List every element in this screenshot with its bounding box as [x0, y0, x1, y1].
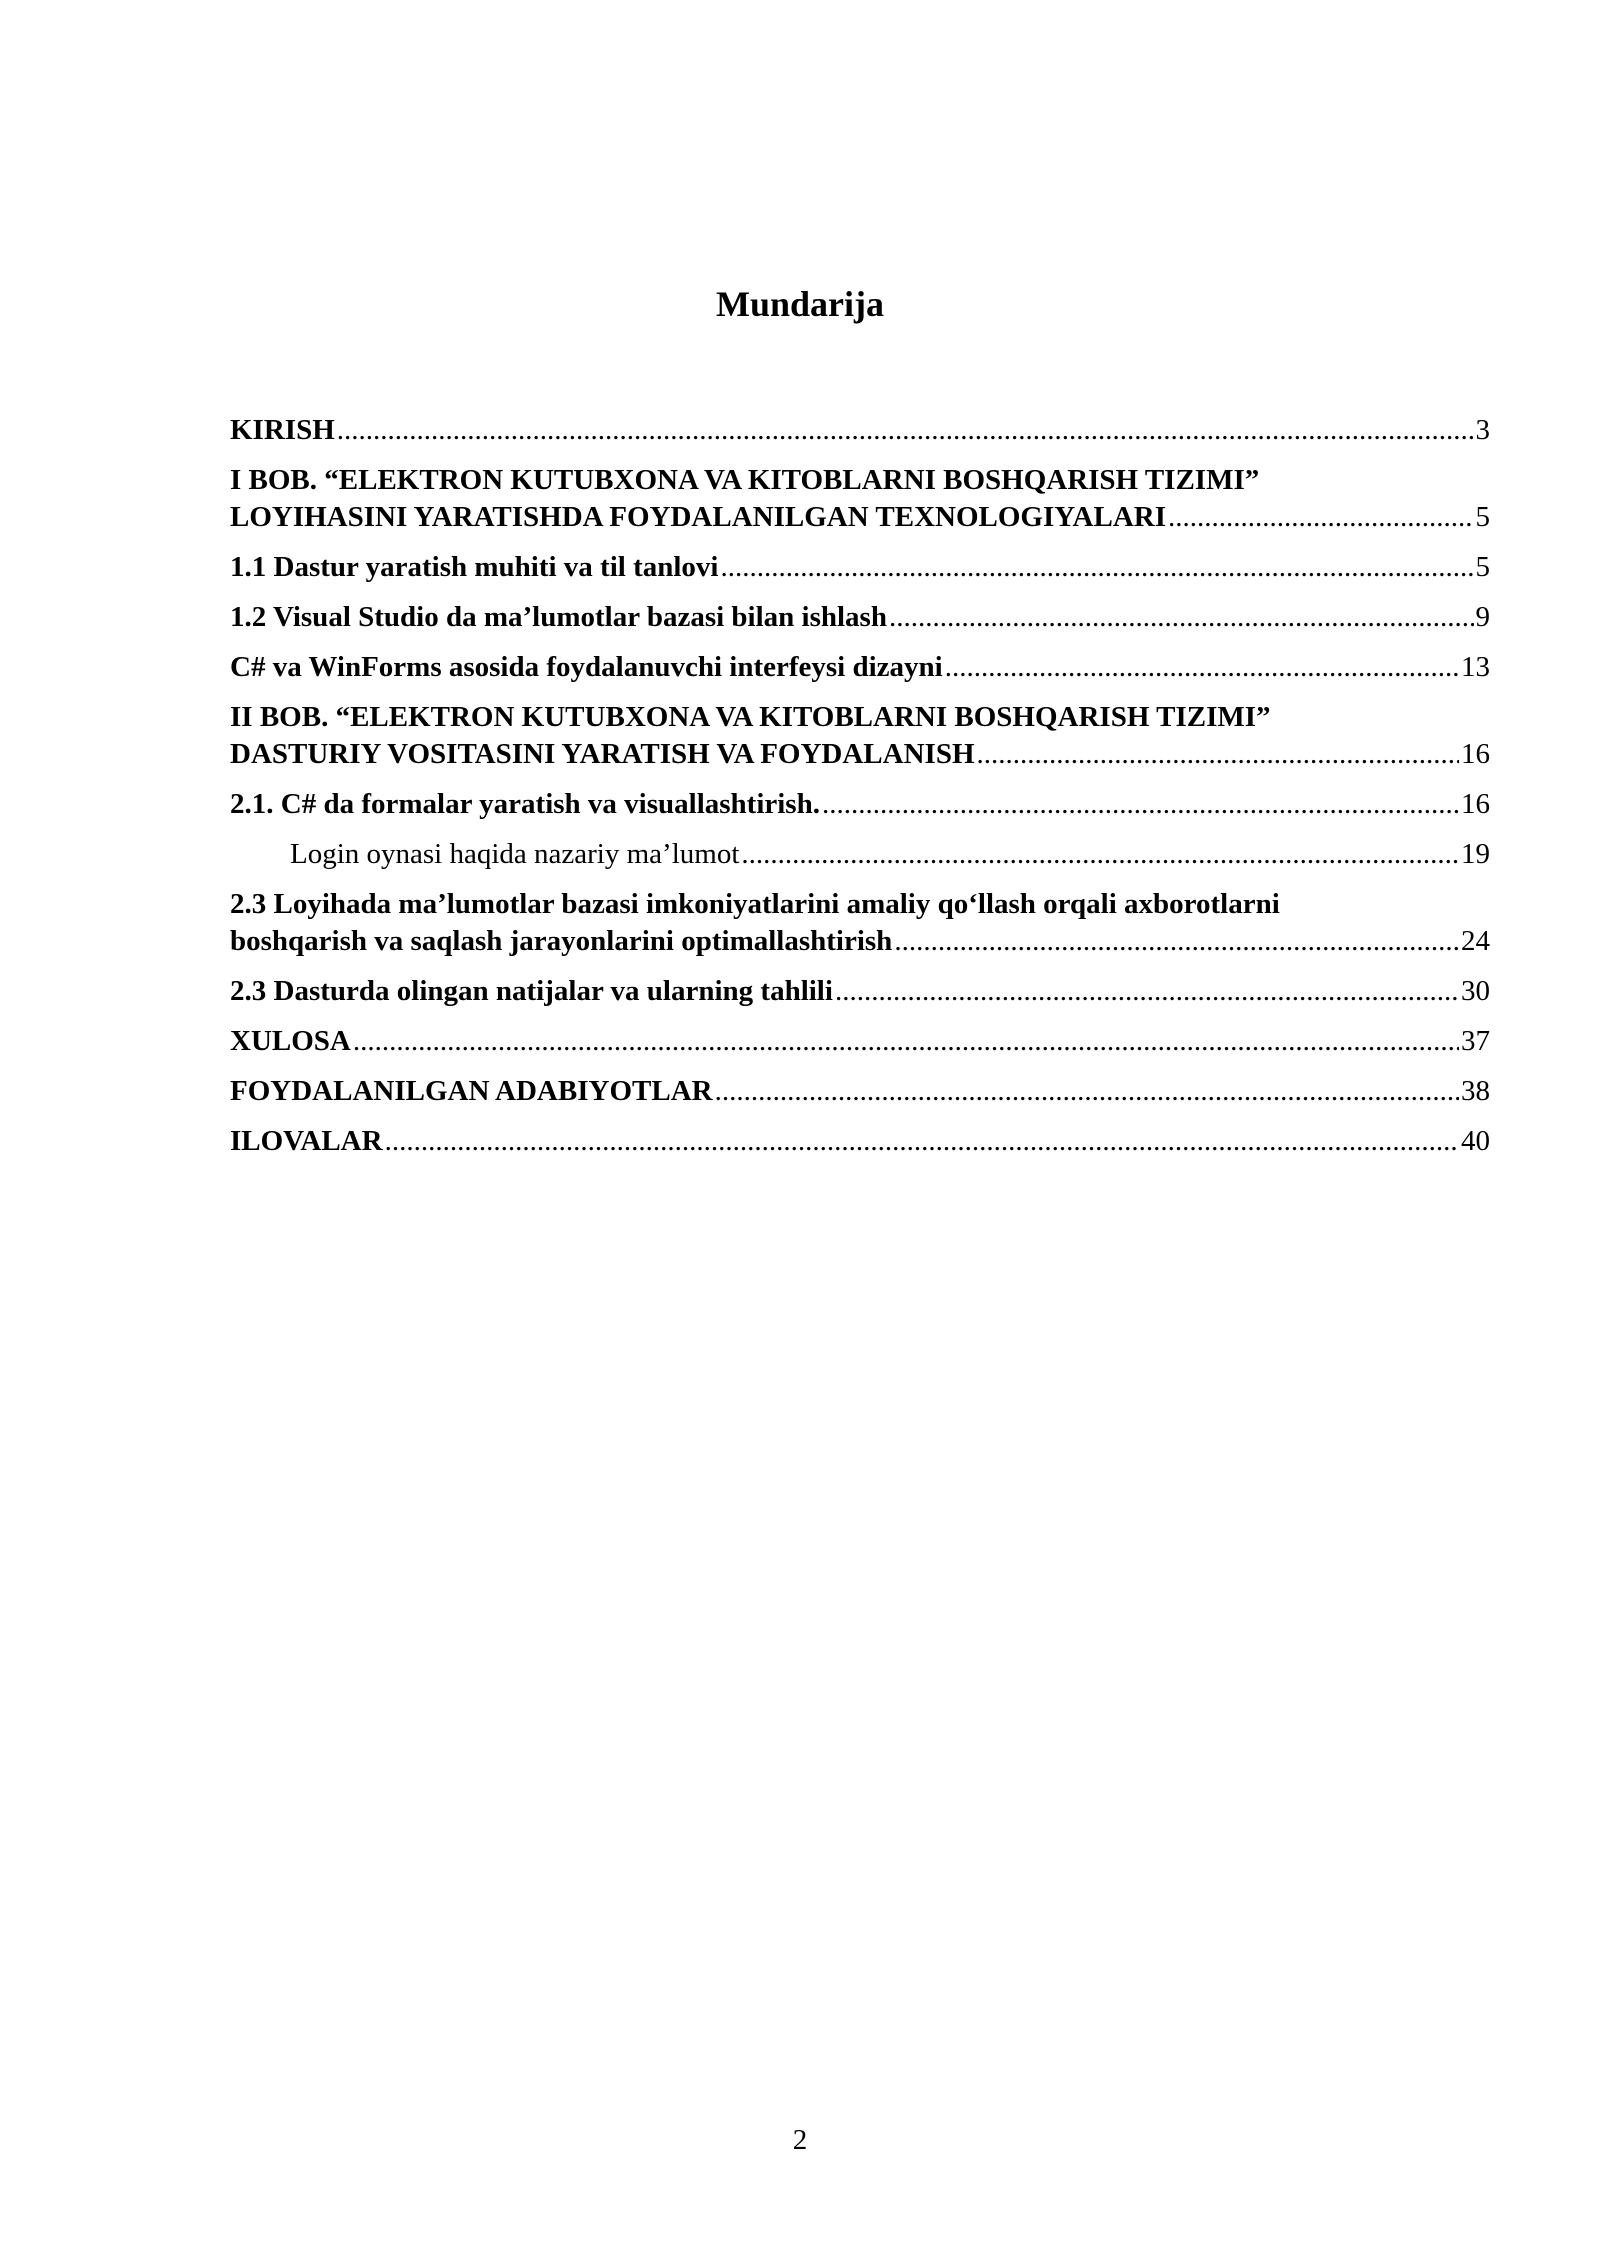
toc-leader-dots — [822, 786, 1459, 823]
toc-page-number: 13 — [1461, 651, 1490, 683]
toc-entry-text: LOYIHASINI YARATISHDA FOYDALANILGAN TEXNOLOGIYALARI — [230, 501, 1166, 533]
page-number: 2 — [792, 2124, 808, 2156]
toc-entry[interactable] — [230, 699, 1490, 773]
toc-page-number: 24 — [1461, 925, 1490, 957]
toc-entry[interactable] — [230, 599, 1490, 636]
toc-leader-dots — [741, 836, 1459, 873]
toc-page-number: 9 — [1475, 601, 1490, 633]
toc-entry-line — [230, 1023, 1490, 1060]
toc-entry[interactable] — [230, 1073, 1490, 1110]
toc-entry-text: boshqarish va saqlash jarayonlarini optimallashtirish — [230, 925, 893, 957]
toc-page-number: 5 — [1475, 551, 1490, 583]
toc-entry-text: 1.1 Dastur yaratish muhiti va til tanlovi — [230, 551, 719, 583]
toc-leader-dots — [353, 1023, 1459, 1060]
toc-entry[interactable] — [230, 649, 1490, 686]
toc-page-number: 16 — [1461, 738, 1490, 770]
toc-entry[interactable] — [230, 412, 1490, 449]
toc-entry-text: FOYDALANILGAN ADABIYOTLAR — [230, 1075, 713, 1107]
toc-entry[interactable] — [230, 549, 1490, 586]
toc-entry-line — [290, 836, 1490, 873]
table-of-contents — [230, 412, 1490, 1173]
toc-entry-text: II BOB. “ELEKTRON KUTUBXONA VA KITOBLARNI BOSHQARISH TIZIMI” — [230, 701, 1271, 733]
toc-entry[interactable] — [230, 1123, 1490, 1160]
toc-leader-dots — [889, 599, 1474, 636]
toc-page-number: 37 — [1461, 1025, 1490, 1057]
toc-entry-line — [230, 786, 1490, 823]
toc-leader-dots — [337, 412, 1474, 449]
toc-entry[interactable] — [230, 886, 1490, 960]
toc-page-number: 40 — [1461, 1125, 1490, 1157]
toc-entry-line — [230, 1073, 1490, 1110]
toc-entry[interactable] — [230, 462, 1490, 536]
toc-entry-line — [230, 1123, 1490, 1160]
toc-leader-dots — [945, 649, 1459, 686]
toc-entry-line — [230, 412, 1490, 449]
toc-leader-dots — [894, 923, 1459, 960]
toc-entry-text: 2.1. C# da formalar yaratish va visuallashtirish. — [230, 788, 820, 820]
toc-leader-dots — [715, 1073, 1459, 1110]
toc-entry-text: 1.2 Visual Studio da ma’lumotlar bazasi bilan ishlash — [230, 601, 887, 633]
page-title: Mundarija — [715, 284, 884, 324]
toc-page-number: 16 — [1461, 788, 1490, 820]
toc-leader-dots — [1168, 499, 1474, 536]
toc-leader-dots — [977, 736, 1460, 773]
toc-entry[interactable] — [230, 786, 1490, 823]
toc-page-number: 3 — [1475, 414, 1490, 446]
toc-entry-text: 2.3 Loyihada ma’lumotlar bazasi imkoniyatlarini amaliy qo‘llash orqali axborotlarni — [230, 888, 1280, 920]
toc-page-number: 19 — [1461, 838, 1490, 870]
toc-entry-text: Login oynasi haqida nazariy ma’lumot — [290, 838, 740, 870]
toc-entry[interactable] — [230, 1023, 1490, 1060]
toc-page-number: 5 — [1475, 501, 1490, 533]
toc-entry[interactable] — [230, 973, 1490, 1010]
toc-entry-text: 2.3 Dasturda olingan natijalar va ularning tahlili — [230, 975, 833, 1007]
toc-page-number: 38 — [1461, 1075, 1490, 1107]
toc-entry-line — [230, 736, 1490, 773]
toc-entry-line — [230, 973, 1490, 1010]
toc-entry-text: KIRISH — [230, 414, 335, 446]
toc-entry-text: ILOVALAR — [230, 1125, 383, 1157]
toc-entry-line — [230, 923, 1490, 960]
toc-page-number: 30 — [1461, 975, 1490, 1007]
toc-entry-line — [230, 549, 1490, 586]
toc-entry-text: C# va WinForms asosida foydalanuvchi interfeysi dizayni — [230, 651, 943, 683]
toc-entry[interactable] — [230, 836, 1490, 873]
toc-entry-line — [230, 499, 1490, 536]
toc-leader-dots — [835, 973, 1459, 1010]
toc-entry-text: DASTURIY VOSITASINI YARATISH VA FOYDALANISH — [230, 738, 975, 770]
toc-entry-text: XULOSA — [230, 1025, 351, 1057]
toc-leader-dots — [720, 549, 1473, 586]
toc-entry-line — [230, 599, 1490, 636]
toc-entry-text: I BOB. “ELEKTRON KUTUBXONA VA KITOBLARNI BOSHQARISH TIZIMI” — [230, 464, 1260, 496]
toc-leader-dots — [385, 1123, 1459, 1160]
toc-entry-line — [230, 649, 1490, 686]
